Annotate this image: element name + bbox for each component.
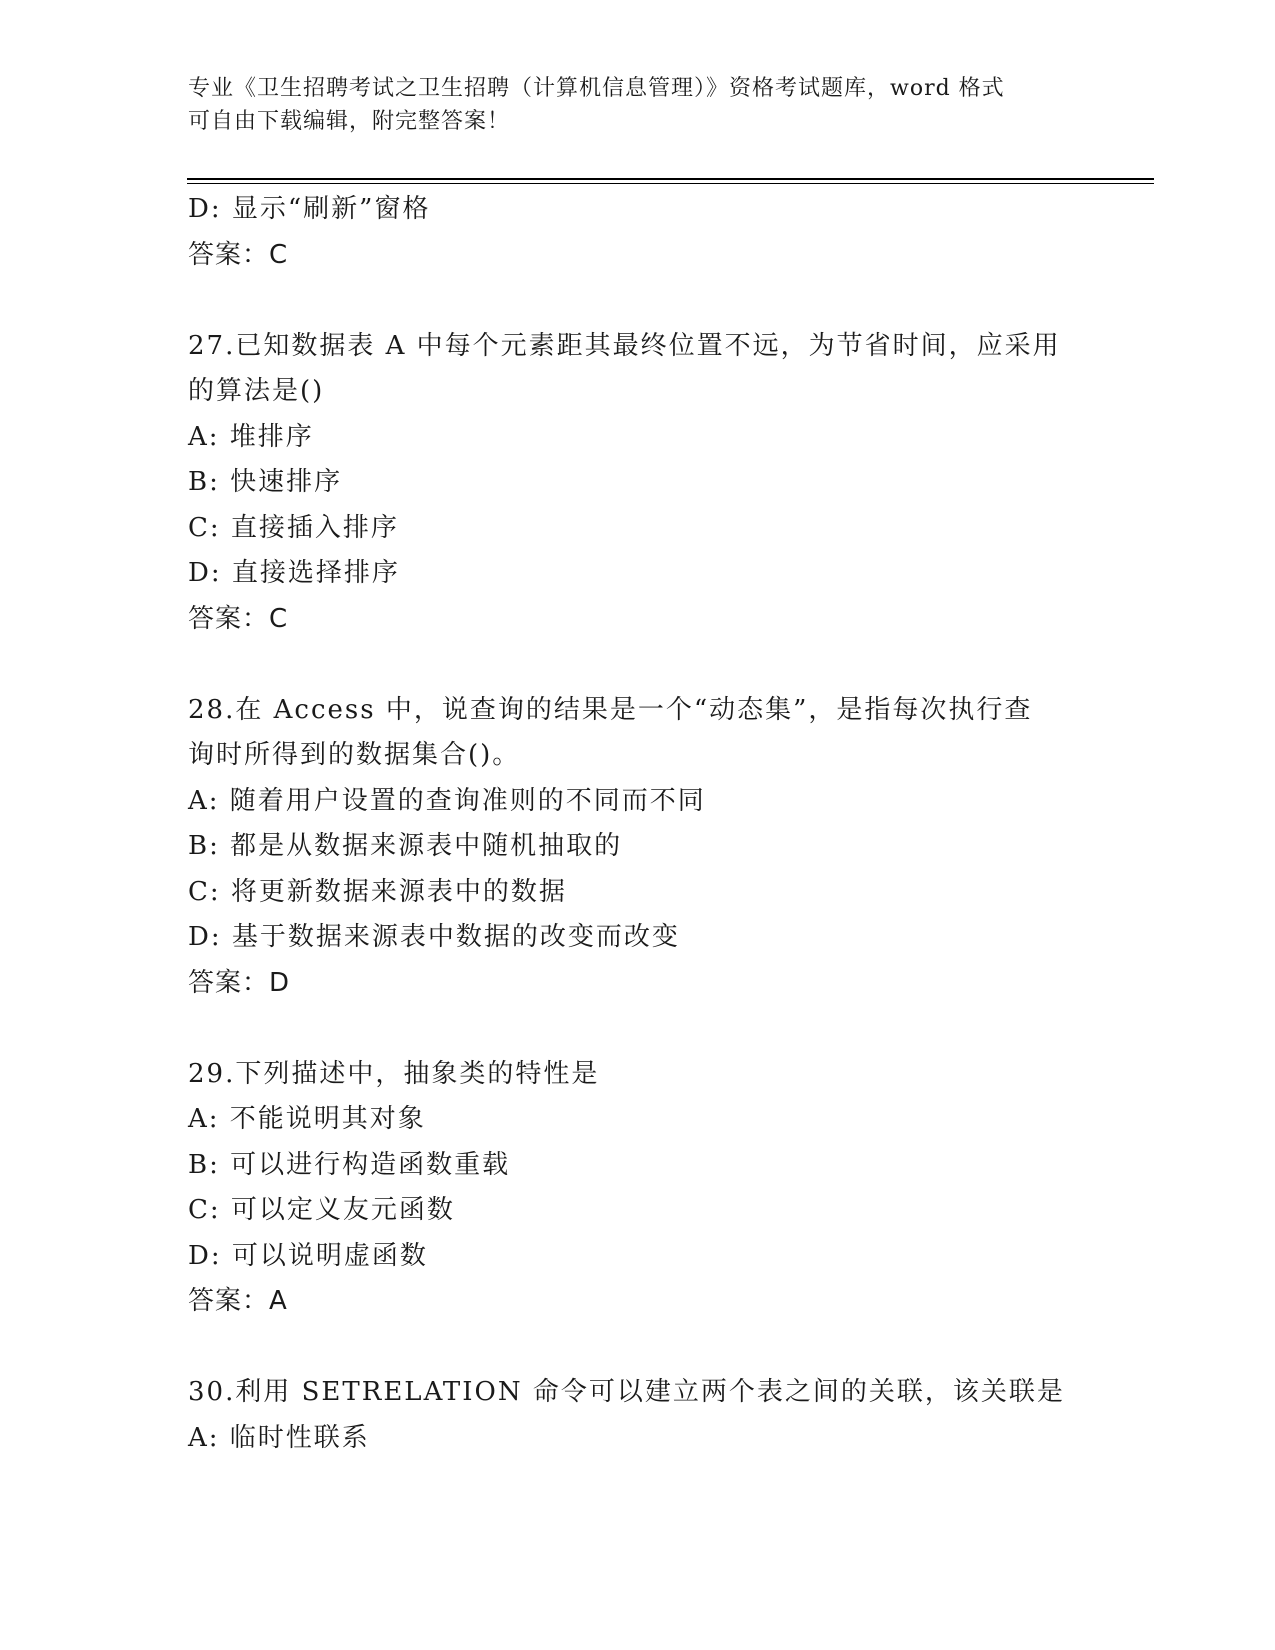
document-header [188, 72, 1068, 138]
header-divider-thick [187, 178, 1154, 180]
question-stem-continued: 的算法是() [188, 376, 325, 406]
carryover-question [188, 187, 1088, 278]
question-28 [188, 688, 1088, 1007]
answer-line: 答案：A [188, 1286, 288, 1316]
question-29 [188, 1052, 1088, 1325]
question-stem: 29.下列描述中，抽象类的特性是 [188, 1058, 600, 1089]
document-body [188, 187, 1088, 1461]
answer-line: 答案：C [188, 239, 289, 270]
option-a: A: 临时性联系 [188, 1422, 370, 1453]
option-c: C: 可以定义友元函数 [188, 1195, 455, 1225]
spacer [188, 1006, 1088, 1052]
option-c: C: 直接插入排序 [188, 512, 399, 543]
option-c: C: 将更新数据来源表中的数据 [188, 876, 567, 907]
answer-line: 答案：D [188, 967, 291, 998]
option-a: A: 不能说明其对象 [188, 1104, 426, 1134]
question-stem: 30.利用 SETRELATION 命令可以建立两个表之间的关联，该关联是 [188, 1377, 1065, 1407]
spacer [188, 642, 1088, 688]
header-line-1: 专业《卫生招聘考试之卫生招聘（计算机信息管理）》资格考试题库，word 格式 [188, 76, 1005, 101]
question-stem-continued: 询时所得到的数据集合()。 [188, 740, 521, 770]
option-d: D: 直接选择排序 [188, 558, 400, 588]
option-d: D: 显示“刷新”窗格 [188, 194, 431, 224]
question-27 [188, 324, 1088, 643]
spacer [188, 1325, 1088, 1371]
header-line-2: 可自由下载编辑，附完整答案！ [188, 109, 511, 134]
option-d: D: 基于数据来源表中数据的改变而改变 [188, 922, 680, 952]
option-a: A: 堆排序 [188, 421, 314, 452]
header-divider-thin [187, 183, 1154, 184]
option-b: B: 都是从数据来源表中随机抽取的 [188, 831, 623, 861]
answer-line: 答案：C [188, 603, 289, 634]
question-stem: 27.已知数据表 A 中每个元素距其最终位置不远，为节省时间，应采用 [188, 330, 1061, 361]
option-b: B: 快速排序 [188, 467, 343, 497]
spacer [188, 278, 1088, 324]
option-a: A: 随着用户设置的查询准则的不同而不同 [188, 785, 706, 816]
question-stem: 28.在 Access 中，说查询的结果是一个“动态集”，是指每次执行查 [188, 694, 1033, 725]
question-30 [188, 1370, 1088, 1461]
option-d: D: 可以说明虚函数 [188, 1240, 428, 1271]
option-b: B: 可以进行构造函数重载 [188, 1149, 511, 1180]
